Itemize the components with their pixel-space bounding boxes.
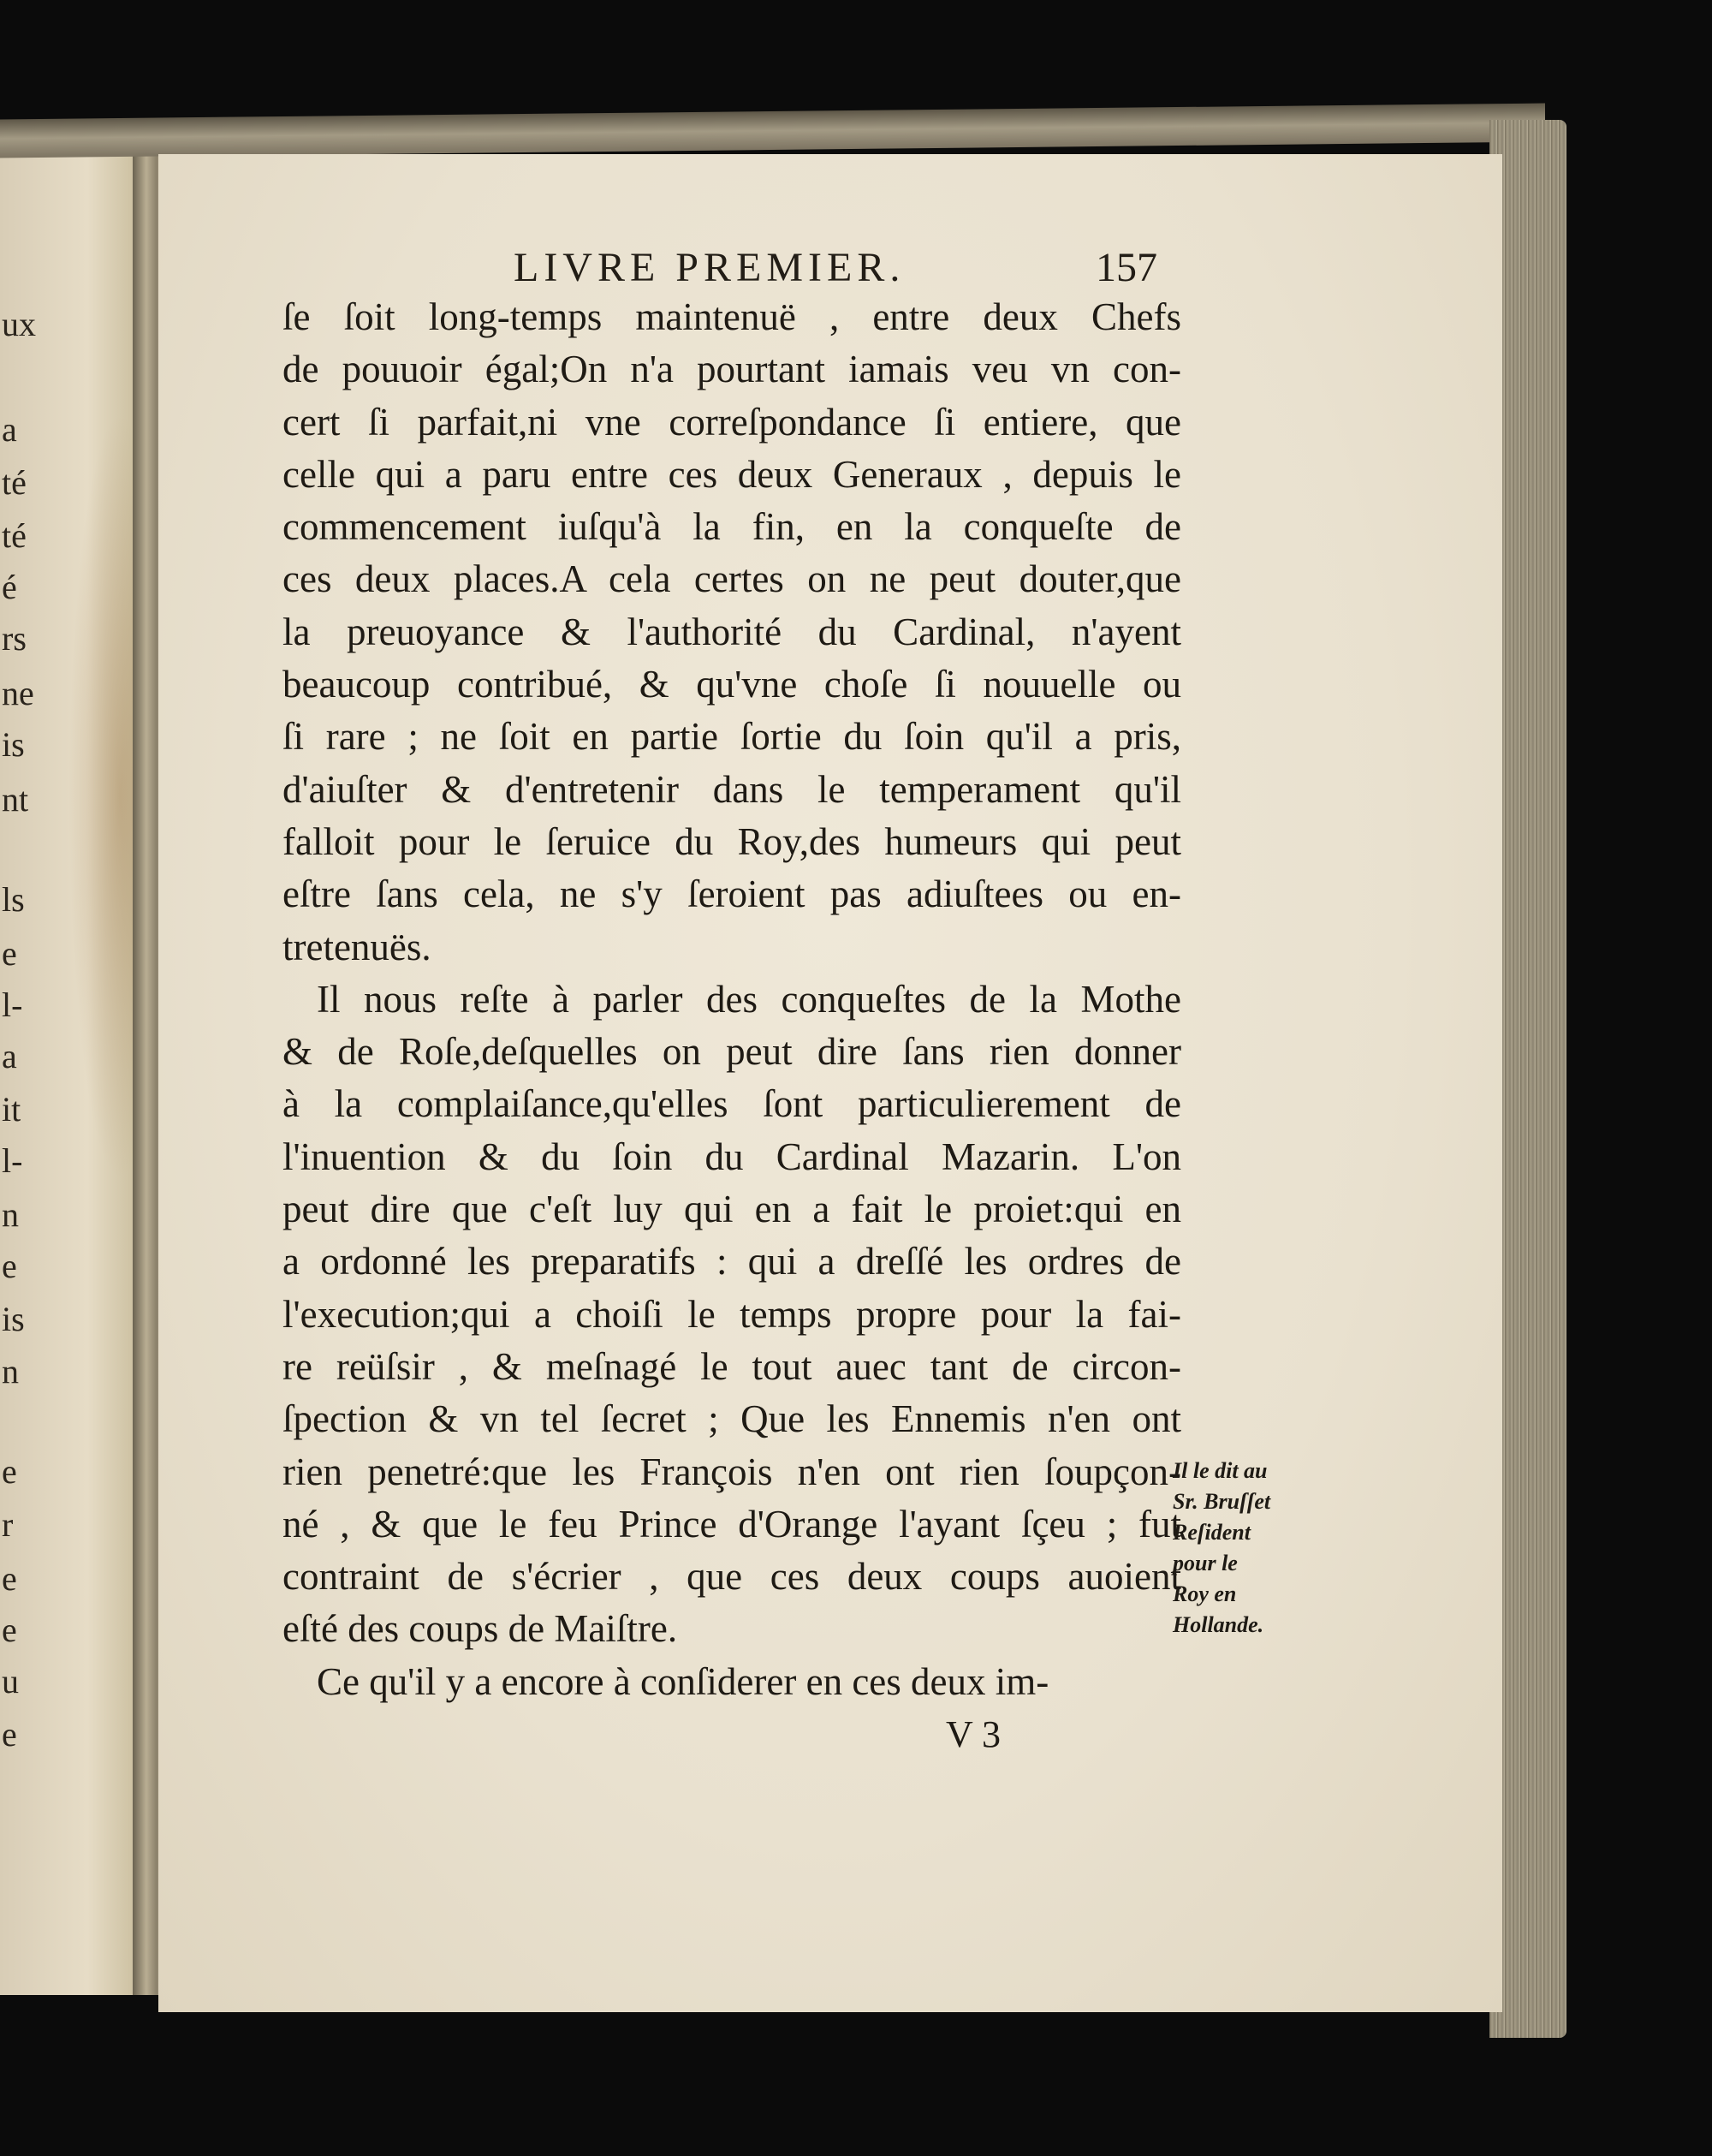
marginal-note-line: Roy en (1173, 1581, 1237, 1606)
marginal-note-line: pour le (1173, 1551, 1238, 1575)
text-line: de pouuoir égal;On n'a pourtant iamais veu vn con- (282, 348, 1181, 391)
marginal-note-line: Reſident (1173, 1520, 1251, 1545)
book-top-edge (0, 104, 1545, 158)
text-line: & de Roſe,deſquelles on peut dire ſans rien donner (282, 1030, 1181, 1074)
marginal-note-line: Il le dit au (1173, 1458, 1268, 1483)
text-line: peut dire que c'eſt luy qui en a fait le proiet:qui en (282, 1188, 1181, 1231)
left-page-fragment: e (2, 934, 17, 973)
text-line: tretenuës. (282, 925, 431, 968)
text-line: Ce qu'il y a encore à conſiderer en ces deux im- (317, 1659, 1049, 1703)
left-page-fragment: té (2, 463, 27, 502)
text-line: à la complaiſance,qu'elles ſont particulierement de (282, 1082, 1181, 1126)
text-line: contraint de s'écrier , que ces deux coups auoient (282, 1555, 1181, 1599)
left-page-fragment: it (2, 1090, 21, 1129)
running-head: LIVRE PREMIER. (514, 245, 906, 290)
text-line: falloit pour le ſeruice du Roy,des humeurs qui peut (282, 819, 1181, 863)
paragraph (282, 1656, 1181, 1708)
left-page-fragment: ne (2, 674, 34, 712)
text-line: eſté des coups de Maiſtre. (282, 1607, 678, 1651)
text-line: ſpection & vn tel ſecret ; Que les Ennemis n'en ont (282, 1397, 1181, 1441)
left-page-fragment: l- (2, 1141, 23, 1180)
left-page-fragment: é (2, 568, 17, 606)
text-line: l'inuention & du ſoin du Cardinal Mazarin. L'on (282, 1135, 1181, 1178)
text-line: a ordonné les preparatifs : qui a dreſſé les ordres de (282, 1240, 1181, 1283)
text-line: d'aiuſter & d'entretenir dans le temperament qu'il (282, 767, 1181, 811)
left-page-fragment: a (2, 1037, 17, 1075)
left-page-fragment: a (2, 410, 17, 449)
left-page-fragment: u (2, 1662, 19, 1700)
left-page-fragment: r (2, 1505, 14, 1544)
text-line: ces deux places.A cela certes on ne peut douter,que (282, 557, 1181, 601)
left-page-fragment: e (2, 1715, 17, 1754)
left-page-fragment: nt (2, 780, 29, 819)
text-line: rien penetré:que les François n'en ont rien ſoupçon- (282, 1450, 1181, 1493)
left-page-fragment: is (2, 725, 25, 764)
page-number: 157 (1096, 245, 1157, 290)
left-page-fragment: té (2, 516, 27, 555)
text-line: commencement iuſqu'à la fin, en la conqueſte de (282, 505, 1181, 549)
left-page-fragment: e (2, 1452, 17, 1491)
left-page-fragment: is (2, 1300, 25, 1338)
left-page-fragment: ux (2, 305, 36, 343)
text-line: beaucoup contribué, & qu'vne choſe ſi nouuelle ou (282, 663, 1181, 706)
text-line: ſi rare ; ne ſoit en partie ſortie du ſoin qu'il a pris, (282, 715, 1181, 759)
left-page-fragment: n (2, 1352, 19, 1391)
text-line: cert ſi parfait,ni vne correſpondance ſi entiere, que (282, 400, 1181, 444)
signature-mark: V 3 (946, 1713, 1001, 1755)
text-line: la preuoyance & l'authorité du Cardinal, n'ayent (282, 610, 1181, 653)
left-page-fragment: ls (2, 880, 25, 919)
left-page-fragment: l- (2, 986, 23, 1024)
marginal-note (1173, 1456, 1318, 1641)
left-page-fragment: e (2, 1559, 17, 1598)
paragraph (282, 291, 1181, 974)
paragraph (282, 974, 1181, 1656)
left-page-fragment: e (2, 1247, 17, 1285)
left-page-fragment: e (2, 1611, 17, 1649)
text-line: ſe ſoit long-temps maintenuë , entre deux Chefs (282, 295, 1181, 338)
marginal-note-line: Sr. Bruſſet (1173, 1489, 1271, 1514)
marginal-note-line: Hollande. (1173, 1612, 1264, 1637)
left-page-fragment: rs (2, 619, 27, 658)
text-line: eſtre ſans cela, ne s'y ſeroient pas adiuſtees ou en- (282, 873, 1181, 916)
text-line: l'execution;qui a choiſi le temps propre pour la fai- (282, 1292, 1181, 1336)
text-line: né , & que le feu Prince d'Orange l'ayant ſçeu ; fut (282, 1502, 1181, 1546)
left-page-fragment: n (2, 1195, 19, 1234)
text-line: celle qui a paru entre ces deux Generaux , depuis le (282, 452, 1181, 496)
text-line: Il nous reſte à parler des conqueſtes de la Mothe (317, 977, 1181, 1021)
text-line: re reüſsir , & meſnagé le tout auec tant de circon- (282, 1344, 1181, 1388)
body-text (282, 291, 1181, 1708)
facing-left-page (0, 128, 146, 1995)
